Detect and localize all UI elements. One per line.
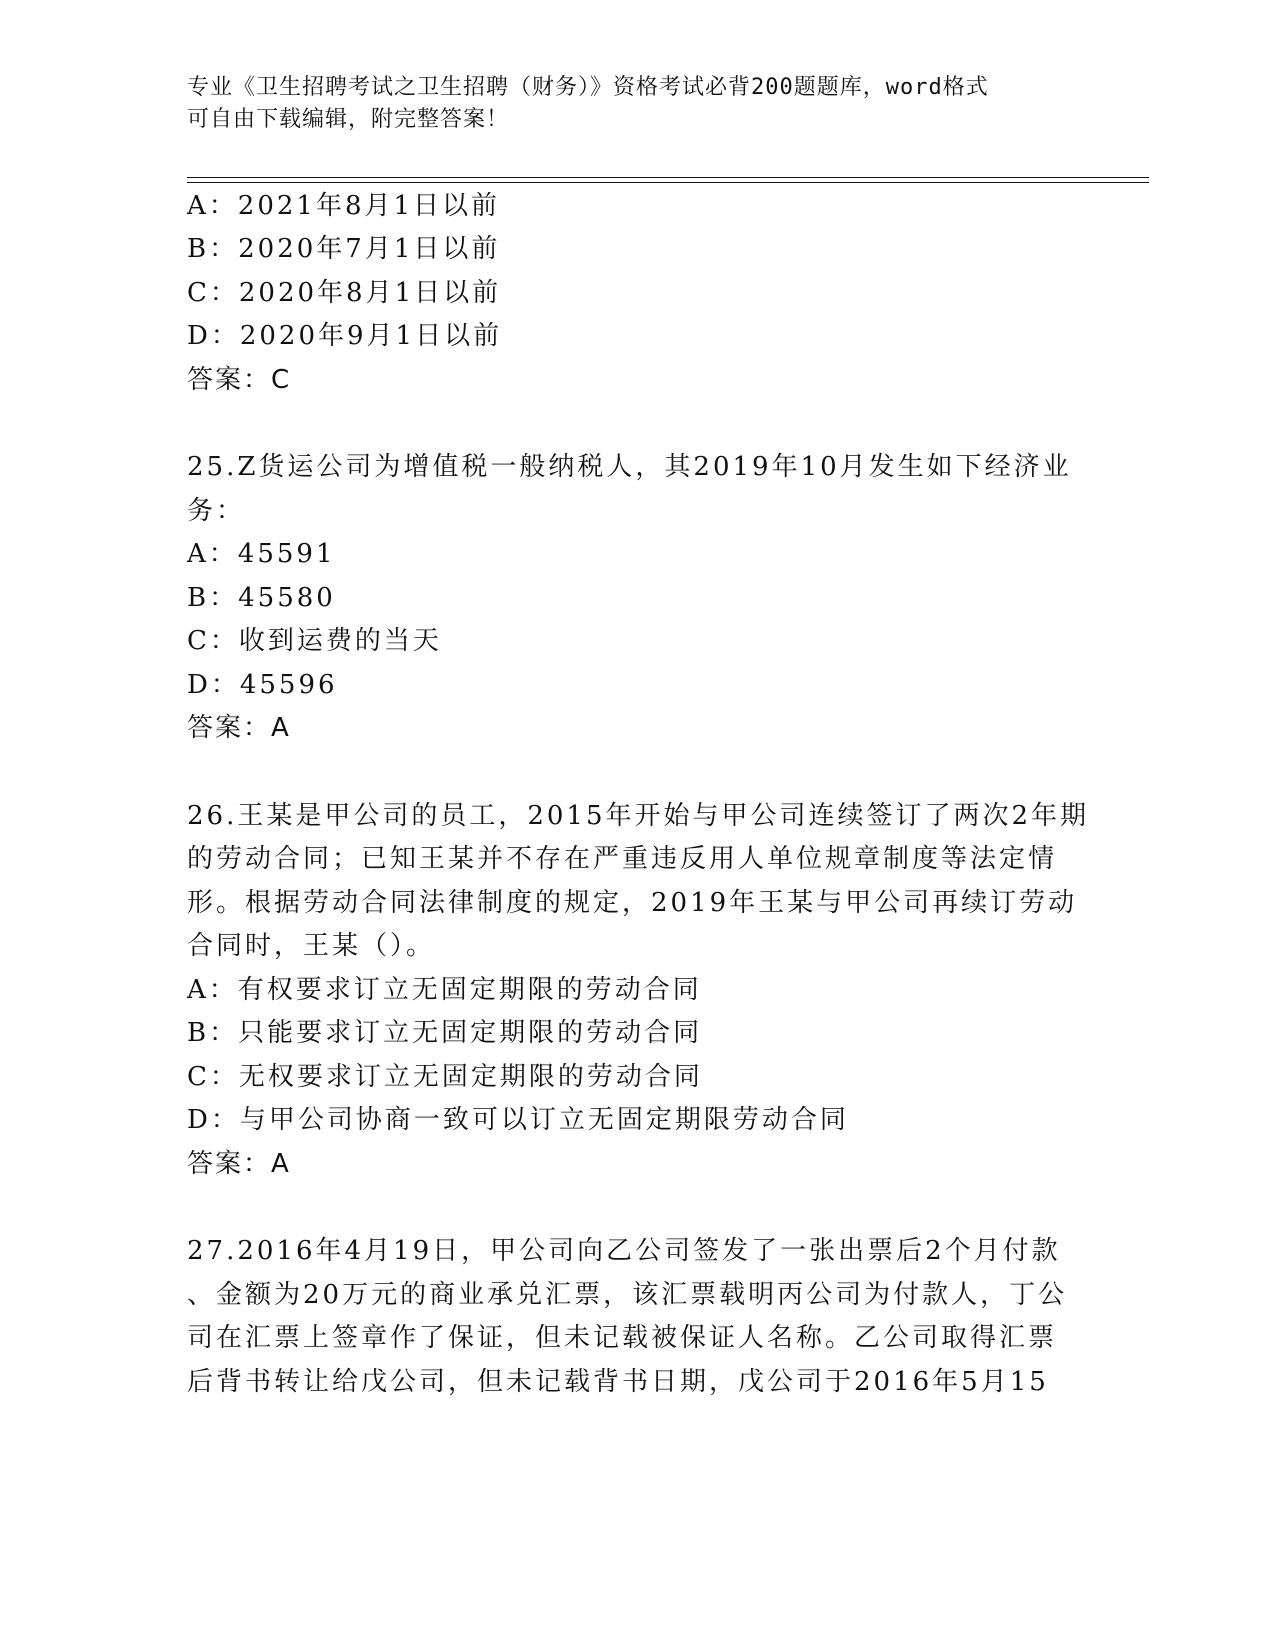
prev-option-d: D：2020年9月1日以前 [187, 321, 503, 351]
q27-stem-line-3: 司在汇票上签章作了保证，但未记载被保证人名称。乙公司取得汇票 [187, 1323, 1058, 1353]
q25-answer: 答案：A [187, 713, 291, 743]
header-title-line-2: 可自由下载编辑，附完整答案！ [187, 107, 510, 132]
q25-stem-line-1: 25.Z货运公司为增值税一般纳税人，其2019年10月发生如下经济业 [187, 452, 1072, 482]
q27-stem-line-1: 27.2016年4月19日，甲公司向乙公司签发了一张出票后2个月付款 [187, 1236, 1061, 1266]
q25-stem-line-2: 务： [187, 496, 246, 526]
header-divider-top [187, 177, 1149, 178]
q26-option-a: A：有权要求订立无固定期限的劳动合同 [187, 975, 702, 1005]
q27-stem-line-2: 、金额为20万元的商业承兑汇票，该汇票载明丙公司为付款人，丁公 [187, 1280, 1068, 1310]
q26-option-b: B：只能要求订立无固定期限的劳动合同 [187, 1018, 703, 1048]
q26-stem-line-2: 的劳动合同；已知王某并不存在严重违反用人单位规章制度等法定情 [187, 844, 1058, 874]
q25-option-a: A：45591 [187, 539, 336, 569]
q26-stem-line-1: 26.王某是甲公司的员工，2015年开始与甲公司连续签订了两次2年期 [187, 801, 1090, 831]
q26-option-c: C：无权要求订立无固定期限的劳动合同 [187, 1062, 703, 1092]
q25-option-b: B：45580 [187, 583, 336, 613]
q26-answer: 答案：A [187, 1149, 291, 1179]
q25-option-d: D：45596 [187, 670, 338, 700]
header-divider-bottom [187, 182, 1149, 183]
q25-option-c: C：收到运费的当天 [187, 626, 442, 656]
prev-option-a: A：2021年8月1日以前 [187, 191, 501, 221]
q26-stem-line-3: 形。根据劳动合同法律制度的规定，2019年王某与甲公司再续订劳动 [187, 888, 1078, 918]
prev-option-c: C：2020年8月1日以前 [187, 278, 502, 308]
prev-answer: 答案：C [187, 365, 292, 395]
header-title-line-1: 专业《卫生招聘考试之卫生招聘（财务）》资格考试必背200题题库，word格式 [187, 75, 989, 100]
q27-stem-line-4: 后背书转让给戊公司，但未记载背书日期，戊公司于2016年5月15 [187, 1367, 1049, 1397]
q26-stem-line-4: 合同时，王某（）。 [187, 931, 436, 961]
prev-option-b: B：2020年7月1日以前 [187, 234, 501, 264]
q26-option-d: D：与甲公司协商一致可以订立无固定期限劳动合同 [187, 1105, 849, 1135]
document-header [187, 72, 1067, 136]
